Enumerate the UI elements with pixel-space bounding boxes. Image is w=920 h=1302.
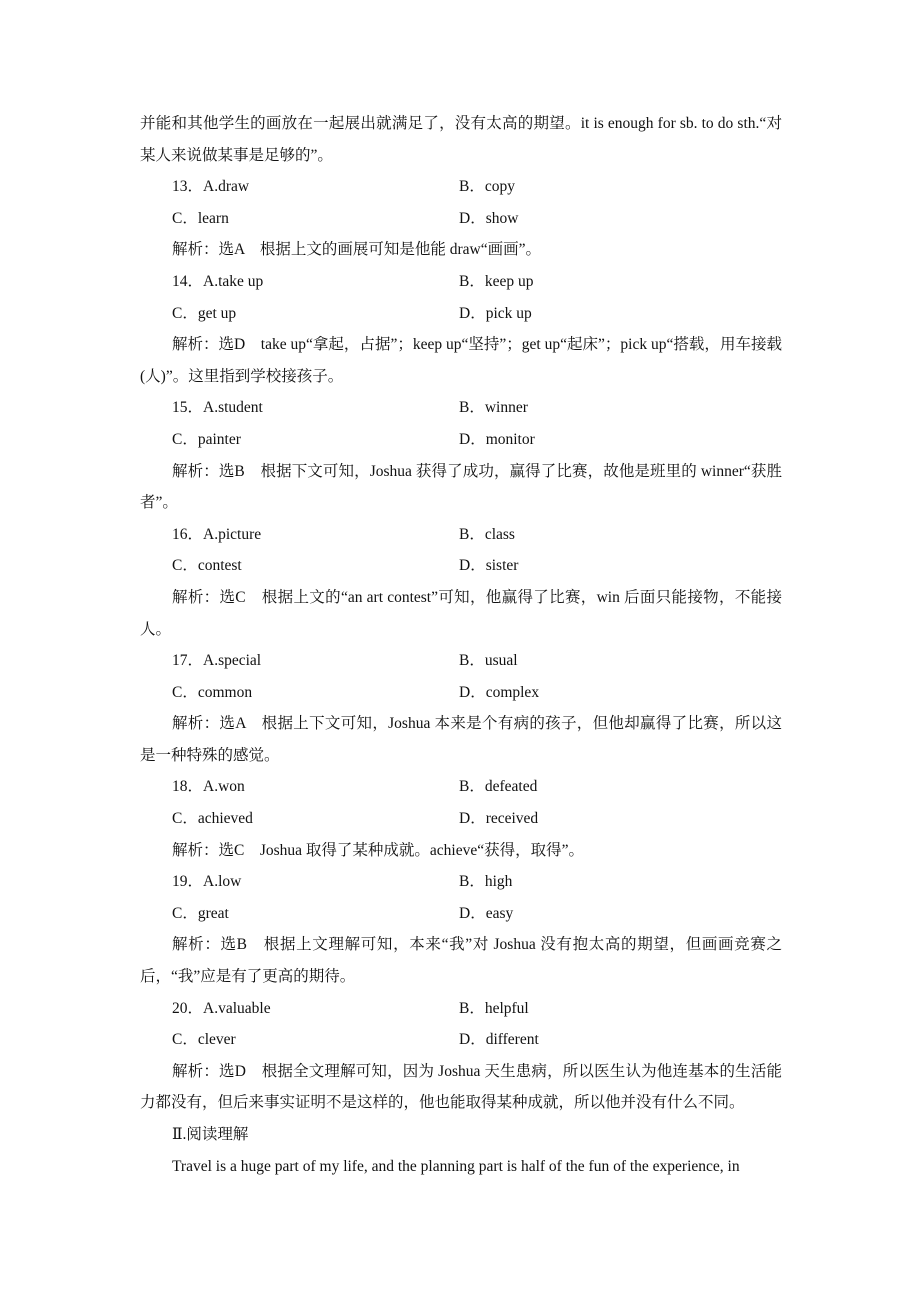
document-page (140, 108, 782, 1182)
option-c: C．get up (172, 304, 237, 322)
option-row (140, 424, 782, 456)
option-row (140, 803, 782, 835)
question-item (140, 993, 782, 1119)
analysis-text: 解析：选B 根据下文可知，Joshua 获得了成功，赢得了比赛，故他是班里的 winner“获胜者”。 (140, 462, 782, 512)
option-a (172, 171, 459, 203)
question-item (140, 519, 782, 645)
analysis-text: 解析：选D 根据全文理解可知，因为 Joshua 天生患病，所以医生认为他连基本的生活能力都没有，但后来事实证明不是这样的，他也能取得某种成就，所以他并没有什么不同。 (140, 1062, 782, 1112)
question-item (140, 771, 782, 866)
passage-paragraph: Travel is a huge part of my life, and the planning part is half of the fun of the experience, in (172, 1157, 740, 1175)
option-row (140, 392, 782, 424)
option-a (172, 392, 459, 424)
option-d: D．received (459, 810, 539, 828)
question-number: 15． (172, 399, 204, 417)
option-c: C．great (172, 904, 229, 922)
question-number: 19． (172, 873, 204, 891)
option-row (140, 550, 782, 582)
option-b: B．winner (459, 399, 528, 417)
option-a-text: A.student (203, 399, 263, 417)
question-item (140, 645, 782, 771)
option-c: C．clever (172, 1031, 236, 1049)
option-d: D．easy (459, 904, 514, 922)
analysis-text: 解析：选D take up“拿起，占据”；keep up“坚持”；get up“起床”；pick up“搭载，用车接载(人)”。这里指到学校接孩子。 (140, 336, 782, 385)
option-row (140, 771, 782, 803)
option-b: B．defeated (459, 778, 538, 796)
intro-paragraph: 并能和其他学生的画放在一起展出就满足了，没有太高的期望。it is enough for sb. to do sth.“对某人来说做某事是足够的”。 (140, 115, 782, 164)
question-number: 18． (172, 778, 204, 796)
question-list (140, 171, 782, 1119)
option-a-text: A.special (203, 652, 262, 670)
option-a-text: A.low (203, 873, 242, 891)
option-a (172, 993, 459, 1025)
analysis-text: 解析：选A 根据上下文可知，Joshua 本来是个有病的孩子，但他却赢得了比赛，所以这是一种特殊的感觉。 (140, 715, 782, 764)
option-b: B．usual (459, 652, 518, 670)
question-number: 13． (172, 178, 204, 196)
option-row (140, 866, 782, 898)
option-b: B．keep up (459, 272, 534, 290)
option-a (172, 519, 459, 551)
option-row (140, 266, 782, 298)
option-c: C．painter (172, 430, 241, 448)
question-item (140, 171, 782, 266)
option-row (140, 1024, 782, 1056)
option-d: D．pick up (459, 304, 532, 322)
option-a (172, 266, 459, 298)
question-item (140, 266, 782, 392)
option-row (140, 993, 782, 1025)
option-d: D．complex (459, 683, 540, 701)
option-b: B．helpful (459, 999, 529, 1017)
option-d: D．monitor (459, 430, 535, 448)
question-number: 14． (172, 272, 204, 290)
analysis-text: 解析：选C Joshua 取得了某种成就。achieve“获得，取得”。 (172, 841, 584, 859)
option-a-text: A.valuable (203, 999, 271, 1017)
analysis-text: 解析：选B 根据上文理解可知，本来“我”对 Joshua 没有抱太高的期望，但画画竞赛之后，“我”应是有了更高的期待。 (140, 936, 782, 986)
question-item (140, 392, 782, 518)
option-a (172, 771, 459, 803)
analysis-text: 解析：选C 根据上文的“an art contest”可知，他赢得了比赛，win 后面只能接物，不能接人。 (140, 588, 782, 638)
option-d: D．different (459, 1031, 539, 1049)
option-row (140, 298, 782, 330)
option-row (140, 645, 782, 677)
option-row (140, 898, 782, 930)
question-number: 20． (172, 999, 204, 1017)
question-item (140, 866, 782, 992)
analysis-text: 解析：选A 根据上文的画展可知是他能 draw“画画”。 (172, 241, 541, 259)
option-b: B．high (459, 873, 513, 891)
option-a (172, 645, 459, 677)
option-row (140, 203, 782, 235)
section-heading: Ⅱ.阅读理解 (172, 1126, 249, 1143)
question-number: 16． (172, 525, 204, 543)
option-a-text: A.picture (203, 525, 262, 543)
option-b: B．class (459, 525, 515, 543)
option-c: C．learn (172, 209, 229, 227)
option-row (140, 677, 782, 709)
question-number: 17． (172, 652, 204, 670)
option-a-text: A.won (203, 778, 245, 796)
option-a-text: A.draw (203, 178, 250, 196)
option-row (140, 519, 782, 551)
option-c: C．achieved (172, 810, 253, 828)
option-b: B．copy (459, 178, 515, 196)
option-c: C．common (172, 683, 253, 701)
option-a (172, 866, 459, 898)
option-d: D．sister (459, 557, 519, 575)
option-c: C．contest (172, 557, 242, 575)
option-a-text: A.take up (203, 272, 264, 290)
option-row (140, 171, 782, 203)
option-d: D．show (459, 209, 519, 227)
